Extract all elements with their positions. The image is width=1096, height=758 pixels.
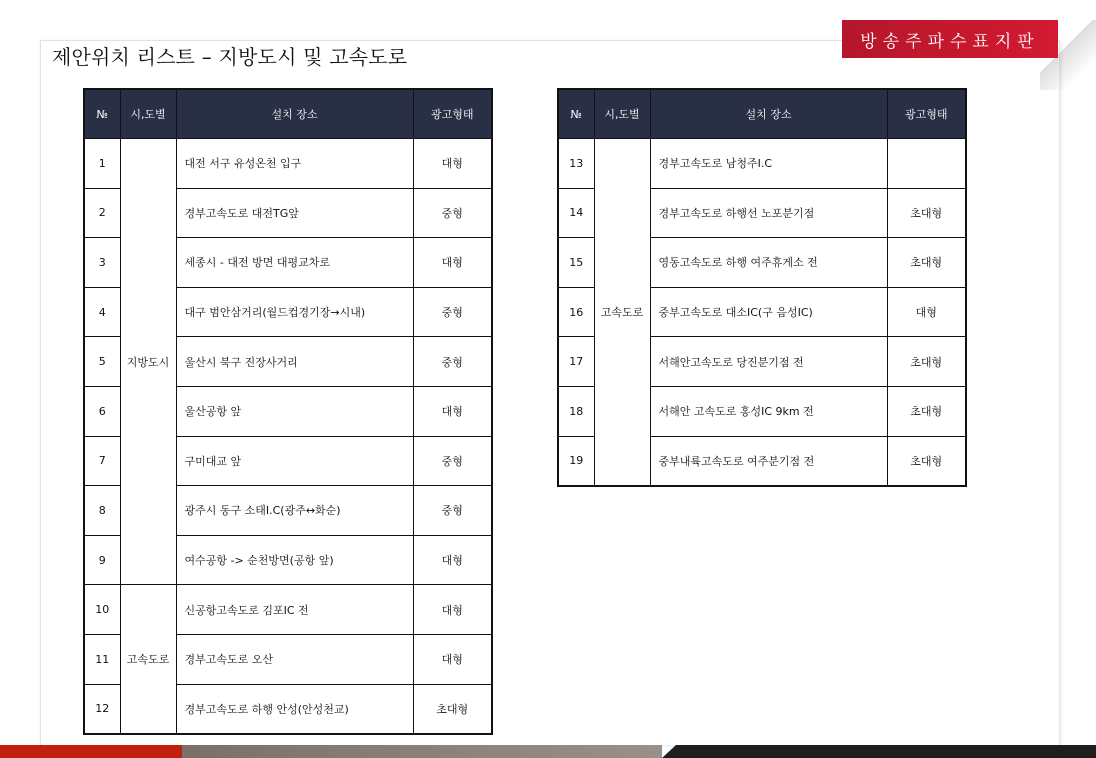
row-place: 경부고속도로 오산: [176, 634, 413, 684]
row-place: 영동고속도로 하행 여주휴게소 전: [650, 238, 887, 288]
header-region: 시,도별: [120, 89, 176, 139]
table-row: [84, 585, 492, 635]
row-no: 3: [84, 238, 120, 288]
row-type: 대형: [413, 238, 492, 288]
row-no: 9: [84, 535, 120, 585]
region-cell: 고속도로: [594, 139, 650, 487]
row-place: 중부고속도로 대소IC(구 음성IC): [650, 287, 887, 337]
header-no: №: [84, 89, 120, 139]
header-type: 광고형태: [413, 89, 492, 139]
row-type: 대형: [413, 535, 492, 585]
header-place: 설치 장소: [650, 89, 887, 139]
row-no: 15: [558, 238, 594, 288]
row-place: 구미대교 앞: [176, 436, 413, 486]
row-type: 초대형: [887, 188, 966, 238]
row-no: 10: [84, 585, 120, 635]
row-no: 18: [558, 386, 594, 436]
row-no: 19: [558, 436, 594, 486]
row-type: 중형: [413, 287, 492, 337]
row-place: 대구 범안삼거리(월드컵경기장→시내): [176, 287, 413, 337]
row-place: 서해안고속도로 당진분기점 전: [650, 337, 887, 387]
row-type: 중형: [413, 486, 492, 536]
row-type: 중형: [413, 436, 492, 486]
row-place: 경부고속도로 하행 안성(안성천교): [176, 684, 413, 734]
row-type: 초대형: [887, 386, 966, 436]
row-no: 14: [558, 188, 594, 238]
footer-bar-gray: [182, 745, 662, 758]
brand-badge: 방송주파수표지판: [842, 20, 1058, 58]
row-type: 대형: [887, 287, 966, 337]
header-type: 광고형태: [887, 89, 966, 139]
table-row: [84, 139, 492, 189]
row-place: 여수공항 -> 순천방면(공항 앞): [176, 535, 413, 585]
row-no: 17: [558, 337, 594, 387]
row-type: 초대형: [887, 337, 966, 387]
row-place: 울산공항 앞: [176, 386, 413, 436]
row-no: 2: [84, 188, 120, 238]
footer-bar-dark: [662, 745, 1096, 758]
row-no: 8: [84, 486, 120, 536]
row-place: 세종시 - 대전 방면 대평교차로: [176, 238, 413, 288]
page-title: 제안위치 리스트 – 지방도시 및 고속도로: [52, 45, 408, 69]
row-type: [887, 139, 966, 189]
row-type: 대형: [413, 634, 492, 684]
row-no: 11: [84, 634, 120, 684]
row-no: 16: [558, 287, 594, 337]
header-region: 시,도별: [594, 89, 650, 139]
row-no: 13: [558, 139, 594, 189]
row-type: 초대형: [413, 684, 492, 734]
row-place: 대전 서구 유성온천 입구: [176, 139, 413, 189]
row-place: 광주시 동구 소태I.C(광주↔화순): [176, 486, 413, 536]
row-no: 5: [84, 337, 120, 387]
header-no: №: [558, 89, 594, 139]
row-type: 대형: [413, 139, 492, 189]
row-type: 초대형: [887, 238, 966, 288]
row-type: 초대형: [887, 436, 966, 486]
row-place: 경부고속도로 대전TG앞: [176, 188, 413, 238]
location-table-left: [83, 88, 493, 735]
row-type: 중형: [413, 337, 492, 387]
row-type: 중형: [413, 188, 492, 238]
row-no: 7: [84, 436, 120, 486]
row-place: 경부고속도로 하행선 노포분기점: [650, 188, 887, 238]
header-place: 설치 장소: [176, 89, 413, 139]
row-type: 대형: [413, 585, 492, 635]
footer-bar-red: [0, 745, 182, 758]
row-no: 6: [84, 386, 120, 436]
row-place: 중부내륙고속도로 여주분기점 전: [650, 436, 887, 486]
location-table-right: [557, 88, 967, 487]
row-no: 4: [84, 287, 120, 337]
table-header-row: [558, 89, 966, 139]
region-cell: 지방도시: [120, 139, 176, 585]
row-place: 신공항고속도로 김포IC 전: [176, 585, 413, 635]
row-place: 울산시 북구 진장사거리: [176, 337, 413, 387]
table-header-row: [84, 89, 492, 139]
table-row: [558, 139, 966, 189]
row-no: 1: [84, 139, 120, 189]
row-no: 12: [84, 684, 120, 734]
row-type: 대형: [413, 386, 492, 436]
region-cell: 고속도로: [120, 585, 176, 734]
row-place: 경부고속도로 남청주I.C: [650, 139, 887, 189]
row-place: 서해안 고속도로 홍성IC 9km 전: [650, 386, 887, 436]
